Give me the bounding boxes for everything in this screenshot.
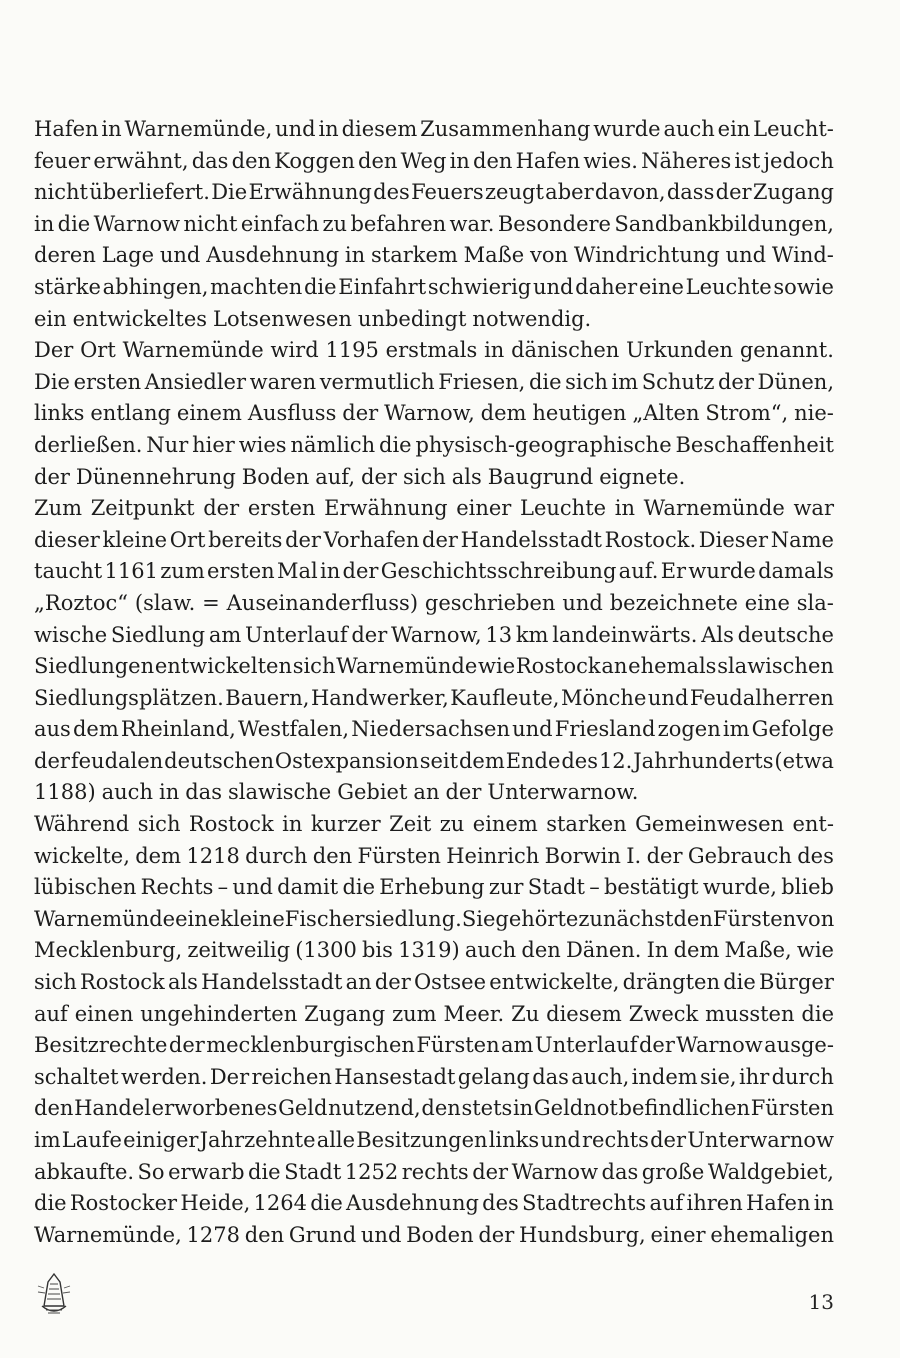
text-line: in die Warnow nicht einfach zu befahren war. Besondere Sandbankbildungen,	[34, 211, 834, 236]
text-line: „Roztoc“ (slaw. = Auseinanderfluss) geschrieben und bezeichnete eine sla-	[34, 590, 834, 615]
text-line: deren Lage und Ausdehnung in starkem Maße von Windrichtung und Wind-	[34, 243, 834, 268]
text-line: aus dem Rheinland, Westfalen, Niedersachsen und Friesland zogen im Gefolge	[34, 717, 834, 742]
text-line: lübischen Rechts – und damit die Erhebung zur Stadt – bestätigt wurde, blieb	[34, 875, 834, 900]
text-line: Besitzrechte der mecklenburgischen Fürsten am Unterlauf der Warnow ausge-	[34, 1033, 834, 1058]
text-line: feuer erwähnt, das den Koggen den Weg in den Hafen wies. Näheres ist jedoch	[34, 148, 834, 173]
body-text	[34, 114, 834, 1251]
text-line: Zum Zeitpunkt der ersten Erwähnung einer Leuchte in Warnemünde war	[34, 496, 834, 521]
text-line: im Laufe einiger Jahrzehnte alle Besitzungen links und rechts der Unterwarnow	[34, 1128, 834, 1152]
text-line: 1188) auch in das slawische Gebiet an der Unterwarnow.	[34, 780, 639, 805]
text-line: schaltet werden. Der reichen Hansestadt gelang das auch, indem sie, ihr durch	[34, 1064, 834, 1089]
text-line: Warnemünde, 1278 den Grund und Boden der Hundsburg, einer ehemaligen	[34, 1222, 834, 1247]
page-number: 13	[808, 1290, 834, 1314]
text-line: abkaufte. So erwarb die Stadt 1252 rechts der Warnow das große Waldgebiet,	[34, 1159, 834, 1184]
text-line: Die ersten Ansiedler waren vermutlich Friesen, die sich im Schutz der Dünen,	[34, 369, 834, 394]
text-line: Mecklenburg, zeitweilig (1300 bis 1319) auch den Dänen. In dem Maße, wie	[34, 938, 834, 963]
text-line: ein entwickeltes Lotsenwesen unbedingt notwendig.	[34, 306, 592, 331]
text-line: links entlang einem Ausfluss der Warnow, dem heutigen „Alten Strom“, nie-	[34, 401, 834, 426]
text-line: wische Siedlung am Unterlauf der Warnow, 13 km landeinwärts. Als deutsche	[34, 622, 834, 647]
text-line: sich Rostock als Handelsstadt an der Ostsee entwickelte, drängten die Bürger	[34, 970, 834, 995]
text-line: Hafen in Warnemünde, und in diesem Zusammenhang wurde auch ein Leucht-	[34, 117, 834, 141]
text-line: stärke abhingen, machten die Einfahrt schwierig und daher eine Leuchte sowie	[34, 274, 834, 299]
text-line: Warnemünde eine kleine Fischersiedlung. Sie gehörte zunächst den Fürsten von	[34, 906, 835, 931]
text-line: nicht überliefert. Die Erwähnung des Feuers zeugt aber davon, dass der Zugang	[34, 180, 834, 205]
lighthouse-emblem-icon	[34, 1272, 74, 1318]
text-line: taucht 1161 zum ersten Mal in der Geschichtsschreibung auf. Er wurde damals	[34, 559, 834, 584]
text-line: dieser kleine Ort bereits der Vorhafen der Handelsstadt Rostock. Dieser Name	[34, 527, 834, 552]
text-line: der feudalen deutschen Ostexpansion seit dem Ende des 12. Jahrhunderts (etwa	[34, 748, 834, 773]
text-line: wickelte, dem 1218 durch den Fürsten Heinrich Borwin I. der Gebrauch des	[34, 843, 834, 868]
text-line: derließen. Nur hier wies nämlich die physisch-geographische Beschaffenheit	[34, 432, 834, 457]
text-line: Der Ort Warnemünde wird 1195 erstmals in dänischen Urkunden genannt.	[34, 338, 834, 363]
text-line: die Rostocker Heide, 1264 die Ausdehnung des Stadtrechts auf ihren Hafen in	[34, 1191, 834, 1216]
text-line: Siedlungen entwickelten sich Warnemünde wie Rostock an ehemals slawischen	[34, 654, 834, 679]
text-line: Siedlungsplätzen. Bauern, Handwerker, Kaufleute, Mönche und Feudalherren	[34, 685, 834, 710]
text-line: der Dünennehrung Boden auf, der sich als Baugrund eignete.	[34, 464, 686, 489]
text-line: auf einen ungehinderten Zugang zum Meer. Zu diesem Zweck mussten die	[34, 1001, 834, 1026]
text-line: den Handel erworbenes Geld nutzend, den stets in Geldnot befindlichen Fürsten	[34, 1096, 834, 1121]
text-line: Während sich Rostock in kurzer Zeit zu einem starken Gemeinwesen ent-	[34, 812, 834, 837]
